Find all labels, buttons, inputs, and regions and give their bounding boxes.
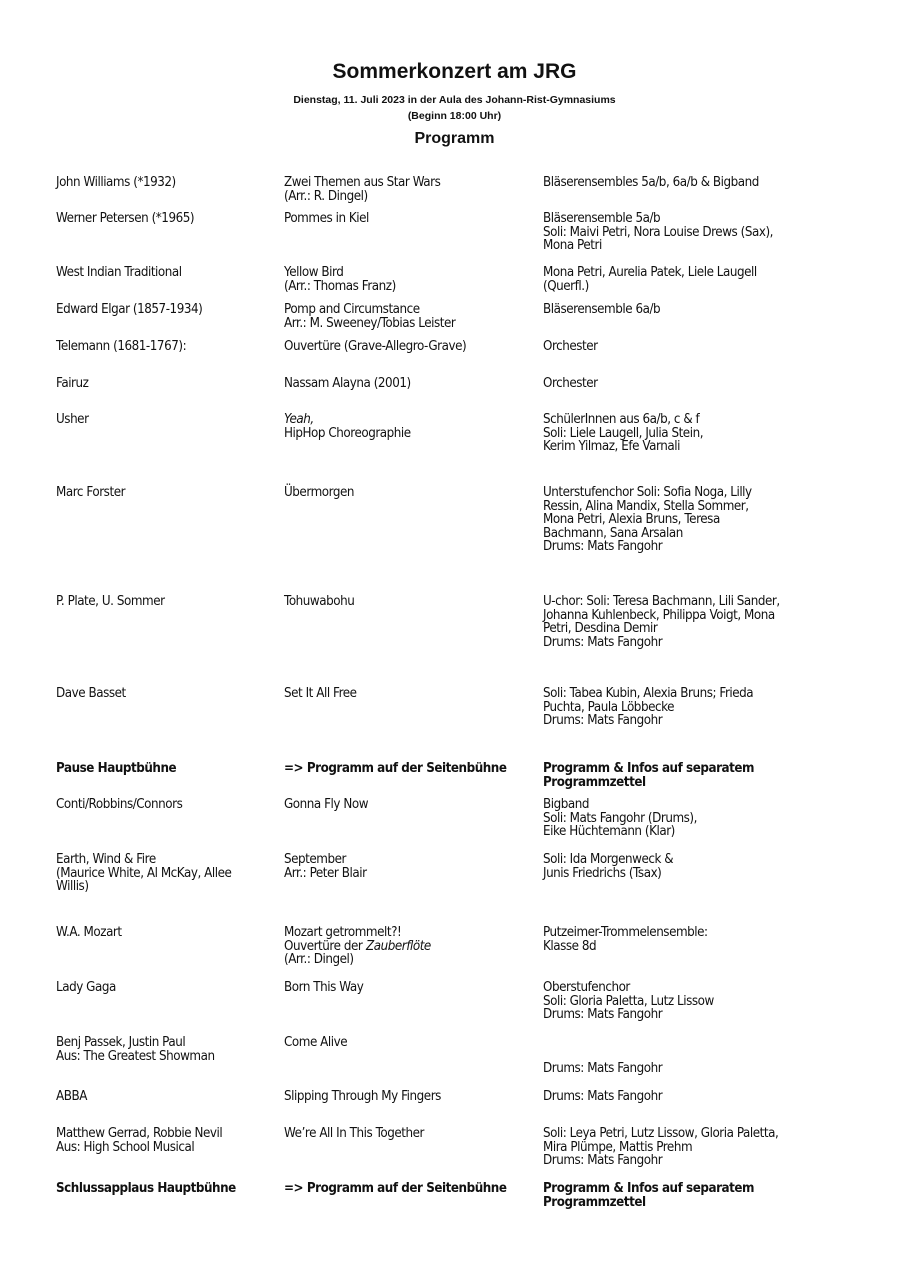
cell-line: Drums: Mats Fangohr <box>543 1007 663 1022</box>
cell-line: Marc Forster <box>56 485 126 500</box>
cell-line: Mona Petri <box>543 238 602 253</box>
cell-line: Matthew Gerrad, Robbie Nevil <box>56 1126 223 1141</box>
cell-line: Programmzettel <box>543 1194 646 1210</box>
cell-line: Eike Hüchtemann (Klar) <box>543 824 675 839</box>
row-9-c2 <box>284 687 357 701</box>
cell-line: West Indian Traditional <box>56 265 182 280</box>
cell-line: Lady Gaga <box>56 980 116 995</box>
cell-line: U-chor: Soli: Teresa Bachmann, Lili Sander, <box>543 594 780 609</box>
cell-line: Dave Basset <box>56 686 126 701</box>
cell-line: Mozart getrommelt?! <box>284 925 402 940</box>
cell-line: HipHop Choreographie <box>284 425 411 441</box>
cell-line: Pomp and Circumstance <box>284 302 420 317</box>
cell-line: Johanna Kuhlenbeck, Philippa Voigt, Mona <box>543 607 775 623</box>
cell-line: Aus: High School Musical <box>56 1139 195 1155</box>
cell-line: Arr.: Peter Blair <box>284 865 367 881</box>
event-subtitle: Dienstag, 11. Juli 2023 in der Aula des Johann-Rist-Gymnasiums <box>293 94 616 106</box>
row-1-c2 <box>284 212 369 226</box>
row-5-c2 <box>284 377 411 391</box>
row-12-c2 <box>284 853 367 880</box>
row-10-c2 <box>284 762 507 776</box>
cell-line: Yellow Bird <box>284 265 344 280</box>
row-8-c3 <box>543 595 780 649</box>
cell-line: Puchta, Paula Löbbecke <box>543 699 675 715</box>
cell-line: (Querfl.) <box>543 278 589 294</box>
cell-line: Drums: Mats Fangohr <box>543 1089 663 1104</box>
row-8-c1 <box>56 595 165 609</box>
cell-line: P. Plate, U. Sommer <box>56 594 165 609</box>
cell-line: Bläserensemble 6a/b <box>543 302 661 317</box>
row-5-c3 <box>543 377 598 391</box>
cell-line: Benj Passek, Justin Paul <box>56 1035 186 1050</box>
cell-line: Putzeimer-Trommelensemble: <box>543 925 708 940</box>
cell-line: Telemann (1681-1767): <box>56 339 187 354</box>
row-7-c3 <box>543 486 752 554</box>
row-4-c2 <box>284 340 466 354</box>
cell-line: Orchester <box>543 376 598 391</box>
row-3-c2 <box>284 303 455 330</box>
cell-line: Yeah, <box>284 412 314 427</box>
cell-line: Tohuwabohu <box>284 594 355 609</box>
row-0-c3 <box>543 176 759 190</box>
cell-line: => Programm auf der Seitenbühne <box>284 761 507 776</box>
cell-line: Kerim Yilmaz, Efe Varnali <box>543 439 680 454</box>
row-14-c2 <box>284 981 363 995</box>
cell-line: Earth, Wind & Fire <box>56 852 156 867</box>
row-11-c1 <box>56 798 182 812</box>
cell-line: Ressin, Alina Mandix, Stella Sommer, <box>543 498 749 514</box>
row-1-c3 <box>543 212 773 253</box>
cell-line: John Williams (*1932) <box>56 175 176 190</box>
cell-line: Soli: Maivi Petri, Nora Louise Drews (Sax), <box>543 224 774 240</box>
cell-line: (Arr.: R. Dingel) <box>284 188 368 204</box>
cell-line: Werner Petersen (*1965) <box>56 211 195 226</box>
row-14-c1 <box>56 981 116 995</box>
cell-line: Soli: Tabea Kubin, Alexia Bruns; Frieda <box>543 686 754 701</box>
cell-line: Pommes in Kiel <box>284 211 369 226</box>
row-7-c1 <box>56 486 125 500</box>
cell-line: Schlussapplaus Hauptbühne <box>56 1181 236 1196</box>
cell-line: Programmzettel <box>543 774 646 790</box>
cell-line: Zwei Themen aus Star Wars <box>284 175 441 190</box>
cell-line: Soli: Liele Laugell, Julia Stein, <box>543 425 704 441</box>
cell-line: Junis Friedrichs (Tsax) <box>543 865 662 881</box>
cell-line: Nassam Alayna (2001) <box>284 376 411 391</box>
row-16-c3 <box>543 1090 662 1104</box>
row-18-c3 <box>543 1182 754 1209</box>
row-15-c2 <box>284 1036 347 1050</box>
cell-line: Ouvertüre der <box>284 938 363 954</box>
cell-line: (Arr.: Thomas Franz) <box>284 278 396 294</box>
cell-line: Oberstufenchor <box>543 980 630 995</box>
row-17-c1 <box>56 1127 222 1154</box>
cell-line: Gonna Fly Now <box>284 797 369 812</box>
row-3-c3 <box>543 303 660 317</box>
cell-line: Unterstufenchor Soli: Sofia Noga, Lilly <box>543 485 752 500</box>
cell-line: Zauberflöte <box>366 938 431 954</box>
cell-line: Drums: Mats Fangohr <box>543 713 663 728</box>
cell-line: => Programm auf der Seitenbühne <box>284 1181 507 1196</box>
page-title: Sommerkonzert am JRG <box>332 60 577 83</box>
row-15-c3 <box>543 1062 662 1076</box>
cell-line: SchülerInnen aus 6a/b, c & f <box>543 412 700 427</box>
row-12-c1 <box>56 853 231 894</box>
row-14-c3 <box>543 981 714 1022</box>
row-18-c1 <box>56 1182 236 1196</box>
cell-line: Programm & Infos auf separatem <box>543 1181 755 1196</box>
cell-line: Bläserensembles 5a/b, 6a/b & Bigband <box>543 175 759 190</box>
cell-line: Bachmann, Sana Arsalan <box>543 525 683 541</box>
cell-line: Drums: Mats Fangohr <box>543 634 663 650</box>
row-10-c1 <box>56 762 176 776</box>
cell-line: Soli: Ida Morgenweck & <box>543 852 674 867</box>
program-heading: Programm <box>414 130 495 147</box>
row-17-c2 <box>284 1127 424 1141</box>
row-12-c3 <box>543 853 673 880</box>
cell-line: Orchester <box>543 339 598 354</box>
cell-line: Slipping Through My Fingers <box>284 1089 441 1104</box>
cell-line: Aus: The Greatest Showman <box>56 1048 215 1064</box>
cell-line: Soli: Gloria Paletta, Lutz Lissow <box>543 993 714 1009</box>
row-6-c2 <box>284 413 411 440</box>
cell-line: Soli: Leya Petri, Lutz Lissow, Gloria Paletta, <box>543 1126 779 1141</box>
cell-line: Mona Petri, Alexia Bruns, Teresa <box>543 512 720 527</box>
row-11-c2 <box>284 798 368 812</box>
cell-line: (Maurice White, Al McKay, Allee <box>56 865 232 881</box>
start-time: (Beginn 18:00 Uhr) <box>407 110 502 122</box>
cell-line: Arr.: M. Sweeney/Tobias Leister <box>284 315 456 331</box>
cell-line: Bigband <box>543 797 589 812</box>
row-10-c3 <box>543 762 754 789</box>
cell-line: ABBA <box>56 1089 87 1104</box>
row-13-c1 <box>56 926 122 940</box>
row-15-c1 <box>56 1036 215 1063</box>
cell-line: Born This Way <box>284 980 364 995</box>
row-16-c2 <box>284 1090 441 1104</box>
cell-line: Edward Elgar (1857-1934) <box>56 302 203 317</box>
row-2-c1 <box>56 266 182 280</box>
cell-line: Conti/Robbins/Connors <box>56 797 183 812</box>
cell-line: Ouvertüre (Grave-Allegro-Grave) <box>284 339 467 354</box>
row-9-c3 <box>543 687 753 728</box>
row-2-c3 <box>543 266 757 293</box>
row-16-c1 <box>56 1090 87 1104</box>
row-17-c3 <box>543 1127 778 1168</box>
cell-line: W.A. Mozart <box>56 925 122 940</box>
row-13-c2 <box>284 926 431 967</box>
row-11-c3 <box>543 798 697 839</box>
row-4-c1 <box>56 340 186 354</box>
cell-line: Drums: Mats Fangohr <box>543 1153 663 1168</box>
cell-line: September <box>284 852 346 867</box>
cell-line: Klasse 8d <box>543 938 597 954</box>
cell-line: Willis) <box>56 879 89 894</box>
row-5-c1 <box>56 377 88 391</box>
row-2-c2 <box>284 266 396 293</box>
cell-line: Pause Hauptbühne <box>56 761 177 776</box>
row-4-c3 <box>543 340 598 354</box>
row-18-c2 <box>284 1182 507 1196</box>
cell-line: Drums: Mats Fangohr <box>543 1061 663 1076</box>
cell-line: Set It All Free <box>284 686 357 701</box>
row-0-c2 <box>284 176 440 203</box>
row-0-c1 <box>56 176 176 190</box>
cell-line: Usher <box>56 412 89 427</box>
row-9-c1 <box>56 687 126 701</box>
cell-line: Übermorgen <box>284 485 355 500</box>
cell-line: Come Alive <box>284 1035 348 1050</box>
cell-line: Mona Petri, Aurelia Patek, Liele Laugell <box>543 265 757 280</box>
row-3-c1 <box>56 303 202 317</box>
cell-line: Bläserensemble 5a/b <box>543 211 661 226</box>
cell-line: Mira Plümpe, Mattis Prehm <box>543 1139 693 1155</box>
cell-line: Soli: Mats Fangohr (Drums), <box>543 810 697 826</box>
cell-line: Drums: Mats Fangohr <box>543 539 663 554</box>
row-13-c3 <box>543 926 708 953</box>
row-6-c3 <box>543 413 703 454</box>
cell-line: We’re All In This Together <box>284 1126 425 1141</box>
cell-line: Petri, Desdina Demir <box>543 621 658 636</box>
cell-line: Fairuz <box>56 376 89 391</box>
cell-line: Programm & Infos auf separatem <box>543 761 755 776</box>
cell-line: (Arr.: Dingel) <box>284 952 354 967</box>
row-7-c2 <box>284 486 354 500</box>
row-6-c1 <box>56 413 89 427</box>
row-1-c1 <box>56 212 194 226</box>
row-8-c2 <box>284 595 354 609</box>
